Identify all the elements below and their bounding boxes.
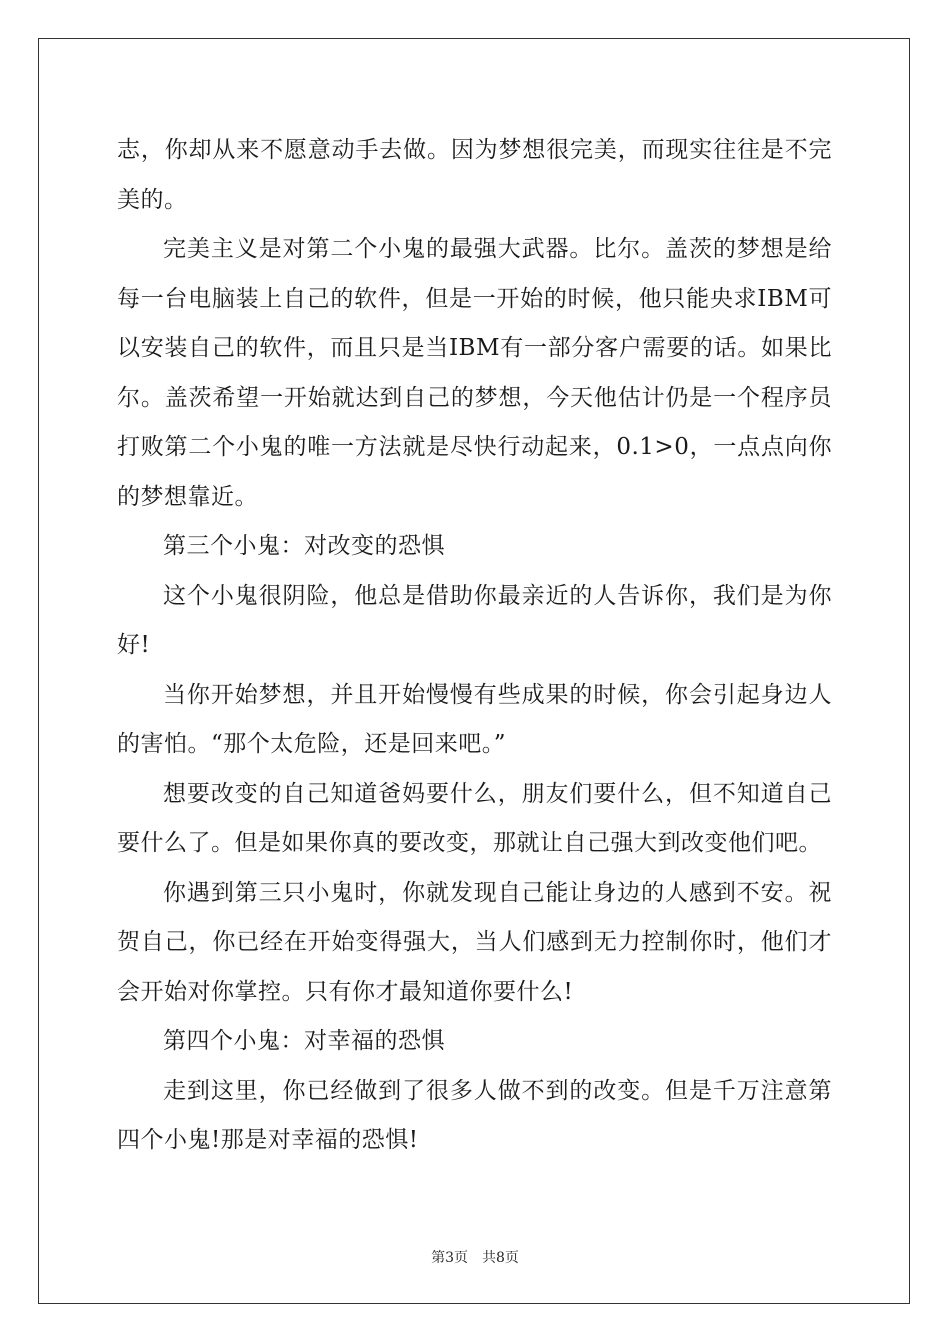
paragraph-continuation: 志，你却从来不愿意动手去做。因为梦想很完美，而现实往往是不完美的。 [117,137,832,213]
page-footer [0,1247,950,1267]
paragraph-perfectionism: 完美主义是对第二个小鬼的最强大武器。比尔。盖茨的梦想是给每一台电脑装上自己的软件，但是一开始的时候，他只能央求IBM可以安装自己的软件，而且只是当IBM有一部分客户需要的话。如果比尔。盖茨希望一开始就达到自己的梦想，今天他估计仍是一个程序员打败第二个小鬼的唯一方法就是尽快行动起来，0.1>0，一点点向你的梦想靠近。 [117,236,832,510]
heading-third-demon: 第三个小鬼：对改变的恐惧 [163,533,445,559]
paragraph-sinister-demon: 这个小鬼很阴险，他总是借助你最亲近的人告诉你，我们是为你好! [117,582,832,658]
document-body [117,126,832,1166]
page-total: 共8页 [482,1250,519,1266]
paragraph-fear-of-happiness: 走到这里，你已经做到了很多人做不到的改变。但是千万注意第四个小鬼!那是对幸福的恐惧! [117,1077,832,1153]
heading-fourth-demon: 第四个小鬼：对幸福的恐惧 [163,1028,445,1054]
paragraph-start-dreaming: 当你开始梦想，并且开始慢慢有些成果的时候，你会引起身边人的害怕。“那个太危险，还是回来吧。” [117,681,832,757]
page-number: 第3页 [431,1250,468,1266]
paragraph-want-change: 想要改变的自己知道爸妈要什么，朋友们要什么，但不知道自己要什么了。但是如果你真的要改变，那就让自己强大到改变他们吧。 [117,780,832,856]
paragraph-meet-third-demon: 你遇到第三只小鬼时，你就发现自己能让身边的人感到不安。祝贺自己，你已经在开始变得强大，当人们感到无力控制你时，他们才会开始对你掌控。只有你才最知道你要什么! [117,879,832,1005]
